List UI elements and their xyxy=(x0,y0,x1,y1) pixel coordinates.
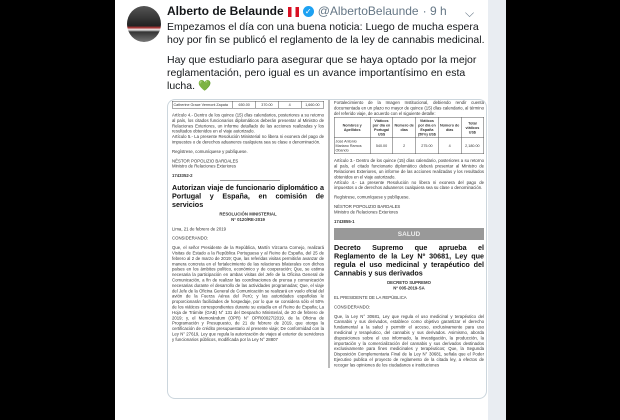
closing: Regístrese, comuníquese y publíquese. xyxy=(334,194,410,200)
tweet-paragraph-2 xyxy=(167,54,487,93)
body-text: Que, el señor Presidente de la República, Martín Vizcarra Cornejo, realizará Visitas de Estado a la República Portuguesa y al Reino de España, del 25 de febrero al 2 de marzo de 2019; Que, las referidas visitas permitirán avanzar de manera concreta en el fortalecimiento de las relaciones bilaterales con dichos países en los ámbitos político, económico y de cooperación; Que, se estima necesaria la participación en ambas visitas del Jefe de la Oficina General de Comunicación, a fin de realizar las coordinaciones de prensa y comunicación necesarias durante el desarrollo de las actividades programadas; Que, el viaje del Jefe de la Oficina General de Comunicación se realizará en vuelo oficial del avión de la Fuerza Aérea del Perú; y las autoridades españolas le proporcionarán facilidades de hospedaje, por lo que se considera sólo el 50% de los viáticos correspondientes durante su estadía en el Reino de España; La Hoja de Trámite (GAB) N° 131 del Despacho Ministerial, de 20 de febrero de 2019; y, el Memorándum (OPR) N° OPR00027/2019, de la Oficina de Programación y Presupuesto, de 21 de febrero de 2019, que otorga la certificación de crédito presupuestario al presente viaje; De conformidad con la Ley N° 27619, Ley que regula la autorización de viajes al exterior de servidores y funcionarios públicos, modificada por la Ley N° 28807 xyxy=(172,245,324,342)
document-left-column xyxy=(168,100,328,368)
document-code: 1743855-1 xyxy=(334,218,355,224)
table-cell: 540.00 xyxy=(370,138,393,154)
avatar[interactable] xyxy=(127,6,161,42)
table-cell: 4 xyxy=(438,138,461,154)
considerando: CONSIDERANDO: xyxy=(172,235,209,241)
chevron-down-icon[interactable]: ⌵ xyxy=(465,6,475,20)
table-cell: José Antonio Mariano Ramos Obando xyxy=(334,138,370,154)
tweet-text xyxy=(167,21,487,93)
tweet-paragraph-1: Empezamos el día con una buena noticia: Luego de mucha espera hoy por fin se publicó el reglamento de la ley de cannabis medicinal. xyxy=(167,21,485,46)
table-header: Viáticos por día en España (50%) US$ xyxy=(416,117,439,138)
article-4: Artículo 4.- Dentro de los quince (15) días calendarios, posteriores a su retorno al país, los citados funcionarios diplomáticos deberán presentar al Ministro de Relaciones Exteriores, un informe detallado de las acciones realizadas y los resultados obtenidos en el viaje autorizado. xyxy=(172,112,324,134)
section-band-salud: SALUD xyxy=(334,228,484,240)
document-code: 1743352-2 xyxy=(172,173,193,179)
body-text: Que, la Ley N° 30681, Ley que regula el uso medicinal y terapéutico del Cannabis y sus derivados, establece como objetivo garantizar el derecho fundamental a la salud y permitir el acceso, exclusivamente para uso medicinal y terapéutico, del cannabis y sus derivados. Asimismo, aborda disposiciones sobre el uso informado, la investigación, la producción, la importación y la comercialización del cannabis y sus derivados destinados exclusivamente para fines medicinales y terapéuticos; Que, la Segunda Disposición Complementaria Final de la Ley N° 30681, señala que el Poder Ejecutivo publica el proyecto de reglamento de la citada ley, a efectos de recoger las opiniones de los ciudadanos e instituciones xyxy=(334,313,484,368)
divider xyxy=(220,180,280,181)
table-cell: 1,660.00 xyxy=(301,101,324,108)
viaticos-table-right xyxy=(334,117,484,154)
intro-text: Fortalecimiento de la Imagen Institucional, debiendo rendir cuenta documentada en un plazo no mayor de quince (15) días calendario, al término del referido viaje, de acuerdo con el siguiente detalle: xyxy=(334,100,484,116)
table-cell: 4 xyxy=(278,101,301,108)
article-5: Artículo 5.- La presente Resolución Ministerial no libera ni exonera del pago de impuestos o de derechos aduaneros cualquiera sea su clase o denominación. xyxy=(172,134,324,145)
timestamp[interactable]: · 9 h xyxy=(422,4,447,18)
peru-flag-icon xyxy=(288,7,299,17)
table-cell: 650.00 xyxy=(233,101,256,108)
table-cell: 2 xyxy=(393,138,416,154)
table-header: Número de días xyxy=(393,117,416,138)
scrollbar[interactable] xyxy=(488,0,506,420)
table-cell: Catherine Grace Vermont Zapata xyxy=(172,101,233,108)
verified-badge-icon: ✓ xyxy=(303,6,314,17)
tweet-image[interactable] xyxy=(167,99,487,399)
viaticos-table-left xyxy=(172,101,324,109)
article-4: Artículo 4.- La presente Resolución no libera ni exonera del pago de impuestos o de derechos aduaneros cualquiera sea su clase o denominación. xyxy=(334,179,484,191)
green-heart-icon: 💚 xyxy=(197,80,212,92)
resolution-label: RESOLUCIÓN MINISTERIAL xyxy=(219,211,277,217)
table-header: Viáticos por día en Portugal US$ xyxy=(370,117,393,138)
table-header: Número de días xyxy=(438,117,461,138)
section-title: Autorizan viaje de funcionario diplomático a Portugal y España, en comisión de servicios xyxy=(172,183,324,209)
tweet-card xyxy=(115,0,506,420)
table-header: Nombres y Apellidos xyxy=(334,117,370,138)
table-cell: 2,180.00 xyxy=(461,138,484,154)
tweet-body xyxy=(167,21,487,399)
president-line: EL PRESIDENTE DE LA REPÚBLICA xyxy=(334,294,407,300)
table-header: Total viáticos US$ xyxy=(461,117,484,138)
table-cell: 275.00 xyxy=(416,138,439,154)
article-3: Artículo 3.- Dentro de los quince (15) días calendario, posteriores a su retorno al país, el citado funcionario diplomático deberá presentar al Ministro de Relaciones Exteriores, un informe de las acciones realizadas y los resultados obtenidos en el viaje autorizado. xyxy=(334,158,484,180)
decree-label: DECRETO SUPREMO xyxy=(387,280,431,286)
resolution-number: N° 0120/RE-2019 xyxy=(231,216,265,222)
document-right-column xyxy=(328,100,487,368)
tweet-header xyxy=(167,4,447,19)
signature-name: NÉSTOR POPOLIZIO BARDALES xyxy=(172,158,239,164)
table-cell: 370.00 xyxy=(256,101,279,108)
signature-title: Ministro de Relaciones Exteriores xyxy=(334,209,399,215)
signature-title: Ministro de Relaciones Exteriores xyxy=(172,163,237,169)
closing: Regístrese, comuníquese y publíquese. xyxy=(172,148,248,154)
decree-number: Nº 005-2019-SA xyxy=(393,285,425,291)
date: Lima, 21 de febrero de 2019 xyxy=(172,226,226,232)
signature-name: NÉSTOR POPOLIZIO BARDALES xyxy=(334,203,401,209)
decree-title: Decreto Supremo que aprueba el Reglamento de la Ley Nº 30681, Ley que regula el uso medicinal y terapéutico del Cannabis y sus derivados xyxy=(334,244,484,278)
tweet-paragraph-2-text: Hay que estudiarlo para asegurar que se haya optado por la mejor reglamentación, pero igual es un avance importantísimo en esta lucha. xyxy=(167,54,477,92)
author-name[interactable]: Alberto de Belaunde xyxy=(167,4,284,18)
considerando: CONSIDERANDO: xyxy=(334,304,371,310)
author-handle[interactable]: @AlbertoBelaunde xyxy=(317,4,419,18)
